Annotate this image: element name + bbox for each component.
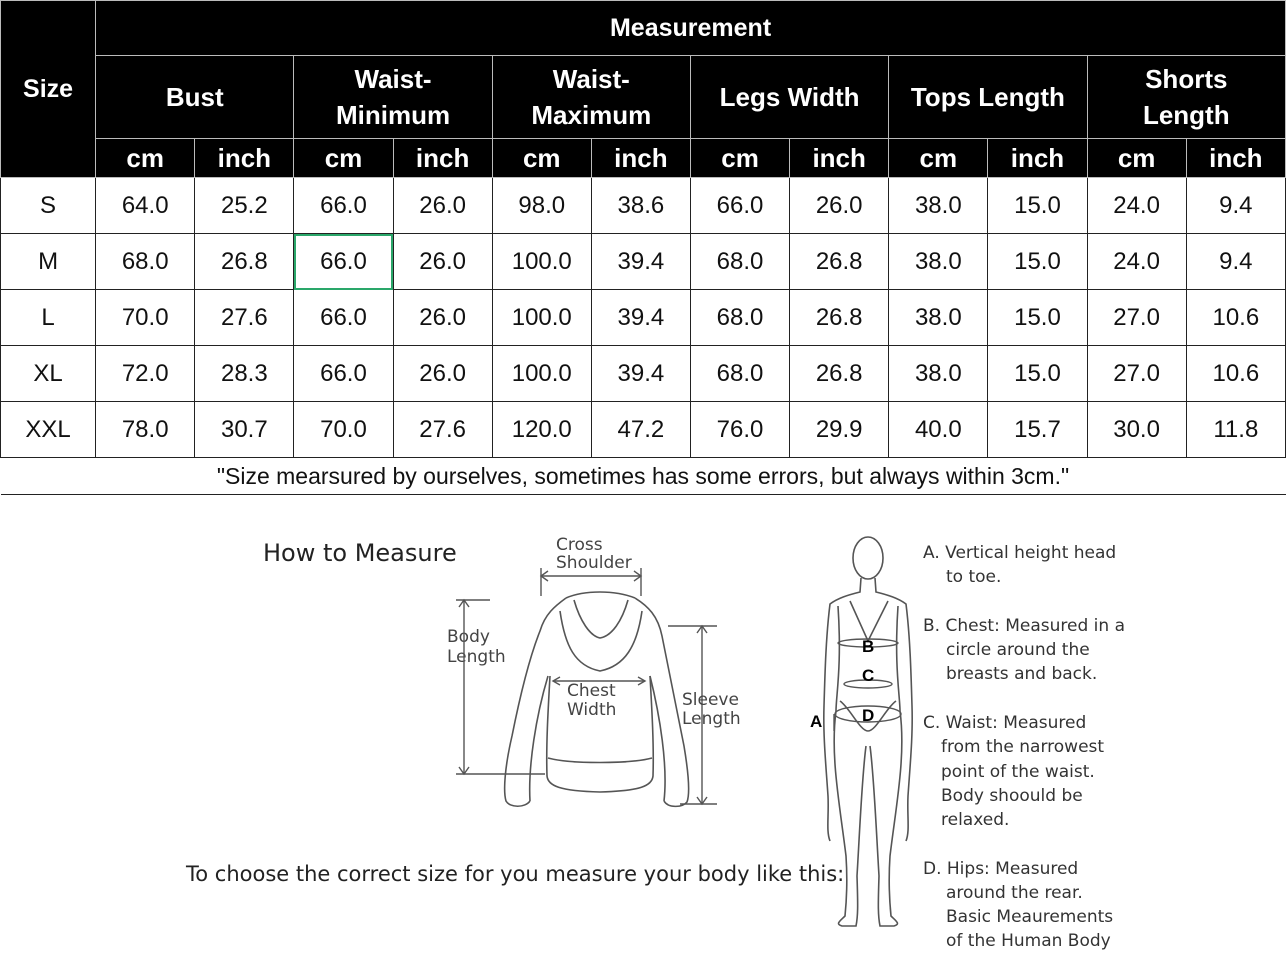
value-cell[interactable]: 38.0 [889, 234, 988, 290]
column-header-line: Bust [165, 82, 224, 112]
value-cell[interactable]: 98.0 [492, 178, 591, 234]
value-cell[interactable]: 68.0 [96, 234, 195, 290]
value-cell[interactable]: 39.4 [591, 234, 690, 290]
column-header [889, 56, 1087, 139]
column-header [1087, 56, 1285, 139]
value-cell[interactable]: 66.0 [294, 290, 393, 346]
value-cell[interactable]: 27.6 [195, 290, 294, 346]
measure-caption: To choose the correct size for you measure your body like this: [186, 862, 845, 886]
column-header-line: Shorts [1145, 64, 1228, 94]
size-cell: S [1, 178, 96, 234]
value-cell[interactable]: 26.8 [790, 346, 889, 402]
column-header-line: Maximum [531, 100, 652, 130]
value-cell[interactable]: 10.6 [1186, 346, 1285, 402]
definition-b: B. Chest: Measured in a circle around the breasts and back. [923, 616, 1125, 684]
value-cell[interactable]: 15.7 [988, 402, 1087, 458]
value-cell[interactable]: 38.0 [889, 178, 988, 234]
value-cell[interactable]: 9.4 [1186, 178, 1285, 234]
value-cell[interactable]: 15.0 [988, 178, 1087, 234]
unit-header: inch [1186, 139, 1285, 178]
table-row [1, 178, 1286, 234]
value-cell[interactable]: 26.0 [393, 178, 492, 234]
value-cell[interactable]: 26.0 [393, 290, 492, 346]
value-cell[interactable]: 38.0 [889, 290, 988, 346]
value-cell[interactable]: 26.8 [790, 234, 889, 290]
how-to-measure-title: How to Measure [263, 539, 457, 567]
size-cell: M [1, 234, 96, 290]
size-column-header: Size [1, 1, 96, 178]
unit-header: cm [294, 139, 393, 178]
definition-a: A. Vertical height head to toe. [923, 543, 1117, 587]
value-cell[interactable]: 26.8 [195, 234, 294, 290]
column-header [492, 56, 690, 139]
unit-header: cm [690, 139, 789, 178]
value-cell[interactable]: 76.0 [690, 402, 789, 458]
value-cell[interactable]: 64.0 [96, 178, 195, 234]
value-cell[interactable]: 27.0 [1087, 346, 1186, 402]
unit-header: cm [1087, 139, 1186, 178]
value-cell[interactable]: 27.6 [393, 402, 492, 458]
table-row [1, 290, 1286, 346]
value-cell[interactable]: 25.2 [195, 178, 294, 234]
value-cell[interactable]: 68.0 [690, 234, 789, 290]
size-cell: L [1, 290, 96, 346]
value-cell[interactable]: 26.0 [393, 234, 492, 290]
value-cell[interactable]: 47.2 [591, 402, 690, 458]
column-header [294, 56, 492, 139]
value-cell[interactable]: 27.0 [1087, 290, 1186, 346]
value-cell[interactable]: 29.9 [790, 402, 889, 458]
definition-c: C. Waist: Measured from the narrowest point of the waist. Body shoould be relaxed. [923, 713, 1105, 830]
value-cell[interactable]: 66.0 [294, 234, 393, 290]
value-cell[interactable]: 15.0 [988, 234, 1087, 290]
letter-b-label: B [862, 637, 875, 656]
unit-header: cm [96, 139, 195, 178]
value-cell[interactable]: 100.0 [492, 346, 591, 402]
value-cell[interactable]: 24.0 [1087, 178, 1186, 234]
table-row [1, 346, 1286, 402]
column-header-line: Waist- [552, 64, 630, 94]
table-row [1, 234, 1286, 290]
value-cell[interactable]: 100.0 [492, 290, 591, 346]
body-length-label: Body Length [447, 627, 506, 667]
value-cell[interactable]: 66.0 [294, 346, 393, 402]
value-cell[interactable]: 30.0 [1087, 402, 1186, 458]
value-cell[interactable]: 100.0 [492, 234, 591, 290]
value-cell[interactable]: 39.4 [591, 346, 690, 402]
column-header [96, 56, 294, 139]
unit-header: inch [195, 139, 294, 178]
column-header-line: Length [1142, 100, 1230, 130]
column-header-line: Legs Width [719, 82, 860, 112]
column-header-line: Minimum [335, 100, 451, 130]
value-cell[interactable]: 24.0 [1087, 234, 1186, 290]
unit-header: inch [790, 139, 889, 178]
sleeve-length-label: Sleeve Length [682, 690, 741, 729]
unit-header: inch [591, 139, 690, 178]
value-cell[interactable]: 72.0 [96, 346, 195, 402]
unit-header: inch [988, 139, 1087, 178]
letter-a-label: A [810, 712, 823, 731]
value-cell[interactable]: 40.0 [889, 402, 988, 458]
value-cell[interactable]: 39.4 [591, 290, 690, 346]
size-disclaimer-note: "Size mearsured by ourselves, sometimes has some errors, but always within 3cm." [1, 458, 1286, 495]
value-cell[interactable]: 70.0 [96, 290, 195, 346]
column-header-line: Tops Length [910, 82, 1065, 112]
chest-width-label: Chest Width [567, 681, 617, 720]
value-cell[interactable]: 26.0 [790, 178, 889, 234]
value-cell[interactable]: 66.0 [690, 178, 789, 234]
unit-header: inch [393, 139, 492, 178]
letter-c-label: C [862, 666, 875, 685]
definition-d: D. Hips: Measured around the rear. Basic Meaurements of the Human Body [923, 859, 1114, 951]
value-cell[interactable]: 15.0 [988, 290, 1087, 346]
value-cell[interactable]: 68.0 [690, 346, 789, 402]
letter-d-label: D [862, 706, 875, 725]
value-cell[interactable]: 26.8 [790, 290, 889, 346]
value-cell[interactable]: 78.0 [96, 402, 195, 458]
value-cell[interactable]: 66.0 [294, 178, 393, 234]
size-cell: XL [1, 346, 96, 402]
value-cell[interactable]: 120.0 [492, 402, 591, 458]
value-cell[interactable]: 38.0 [889, 346, 988, 402]
value-cell[interactable]: 9.4 [1186, 234, 1285, 290]
column-header-line: Waist- [354, 64, 432, 94]
table-row [1, 402, 1286, 458]
value-cell[interactable]: 15.0 [988, 346, 1087, 402]
value-cell[interactable]: 38.6 [591, 178, 690, 234]
unit-header: cm [492, 139, 591, 178]
value-cell[interactable]: 68.0 [690, 290, 789, 346]
measurement-header: Measurement [96, 1, 1286, 56]
cross-shoulder-label: Cross Shoulder [556, 535, 632, 573]
value-cell[interactable]: 30.7 [195, 402, 294, 458]
value-cell[interactable]: 28.3 [195, 346, 294, 402]
how-to-measure-figure [0, 496, 1286, 962]
size-cell: XXL [1, 402, 96, 458]
value-cell[interactable]: 11.8 [1186, 402, 1285, 458]
value-cell[interactable]: 70.0 [294, 402, 393, 458]
unit-header: cm [889, 139, 988, 178]
value-cell[interactable]: 26.0 [393, 346, 492, 402]
value-cell[interactable]: 10.6 [1186, 290, 1285, 346]
column-header [690, 56, 888, 139]
